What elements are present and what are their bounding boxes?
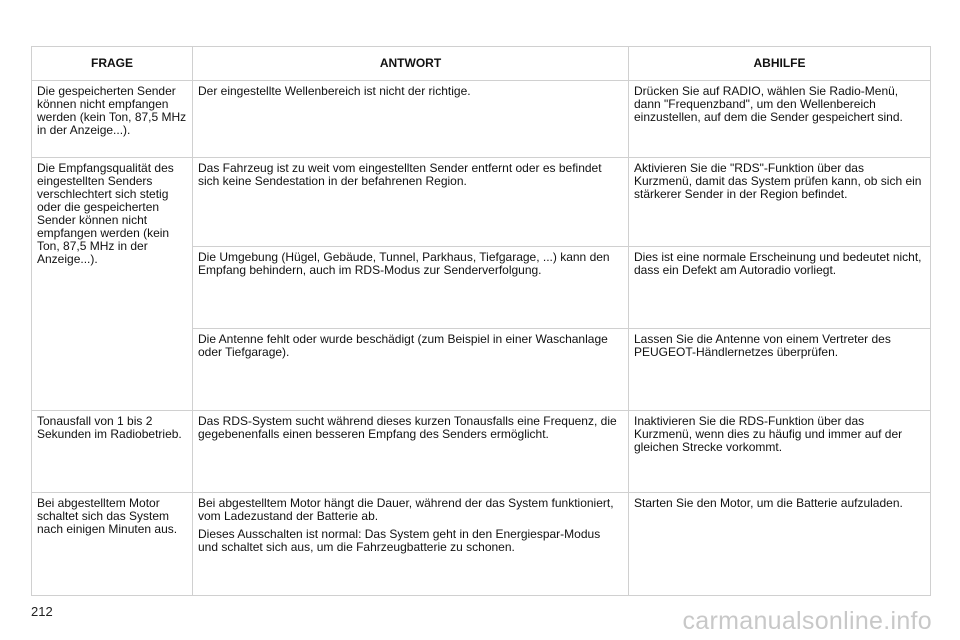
table-row — [32, 81, 931, 158]
remedy-cell: Lassen Sie die Antenne von einem Vertreter des PEUGEOT-Händlernetzes überprüfen. — [629, 329, 931, 411]
remedy-cell: Inaktivieren Sie die RDS-Funktion über das Kurzmenü, wenn dies zu häufig und immer auf der gleichen Strecke vorkommt. — [629, 411, 931, 493]
question-cell: Die gespeicherten Sender können nicht empfangen werden (kein Ton, 87,5 MHz in der Anzeige...). — [32, 81, 193, 158]
remedy-cell: Starten Sie den Motor, um die Batterie aufzuladen. — [629, 493, 931, 596]
answer-paragraph: Dieses Ausschalten ist normal: Das System geht in den Energiespar-Modus und schaltet sich aus, um die Fahrzeugbatterie zu schonen. — [198, 527, 601, 554]
table-row — [32, 158, 931, 247]
answer-cell: Der eingestellte Wellenbereich ist nicht der richtige. — [193, 81, 629, 158]
table-row — [32, 411, 931, 493]
remedy-cell: Drücken Sie auf RADIO, wählen Sie Radio-Menü, dann "Frequenzband", um den Wellenbereich einzustellen, auf dem die Sender gespeichert sind. — [629, 81, 931, 158]
remedy-cell: Aktivieren Sie die "RDS"-Funktion über das Kurzmenü, damit das System prüfen kann, ob sich ein stärkerer Sender in der Region befindet. — [629, 158, 931, 247]
answer-cell: Das RDS-System sucht während dieses kurzen Tonausfalls eine Frequenz, die gegebenenfalls einen besseren Empfang des Senders ermöglicht. — [193, 411, 629, 493]
question-cell: Bei abgestelltem Motor schaltet sich das System nach einigen Minuten aus. — [32, 493, 193, 596]
answer-cell: Das Fahrzeug ist zu weit vom eingestellten Sender entfernt oder es befindet sich keine Sendestation in der befahrenen Region. — [193, 158, 629, 247]
remedy-cell: Dies ist eine normale Erscheinung und bedeutet nicht, dass ein Defekt am Autoradio vorliegt. — [629, 247, 931, 329]
table-header-row — [32, 47, 931, 81]
answer-cell: Die Umgebung (Hügel, Gebäude, Tunnel, Parkhaus, Tiefgarage, ...) kann den Empfang behindern, auch im RDS-Modus zur Senderverfolgung. — [193, 247, 629, 329]
header-question: FRAGE — [32, 47, 193, 81]
answer-paragraph: Bei abgestelltem Motor hängt die Dauer, während der das System funktioniert, vom Ladezustand der Batterie ab. — [198, 496, 614, 523]
faq-table — [31, 46, 931, 596]
answer-cell — [193, 493, 629, 596]
question-cell: Tonausfall von 1 bis 2 Sekunden im Radiobetrieb. — [32, 411, 193, 493]
page-number: 212 — [31, 604, 53, 619]
question-cell: Die Empfangsqualität des eingestellten Senders verschlechtert sich stetig oder die gespeicherten Sender können nicht empfangen werden (kein Ton, 87,5 MHz in der Anzeige...). — [32, 158, 193, 411]
table-row — [32, 493, 931, 596]
header-answer: ANTWORT — [193, 47, 629, 81]
answer-cell: Die Antenne fehlt oder wurde beschädigt (zum Beispiel in einer Waschanlage oder Tiefgarage). — [193, 329, 629, 411]
watermark: carmanualsonline.info — [682, 607, 932, 635]
header-remedy: ABHILFE — [629, 47, 931, 81]
